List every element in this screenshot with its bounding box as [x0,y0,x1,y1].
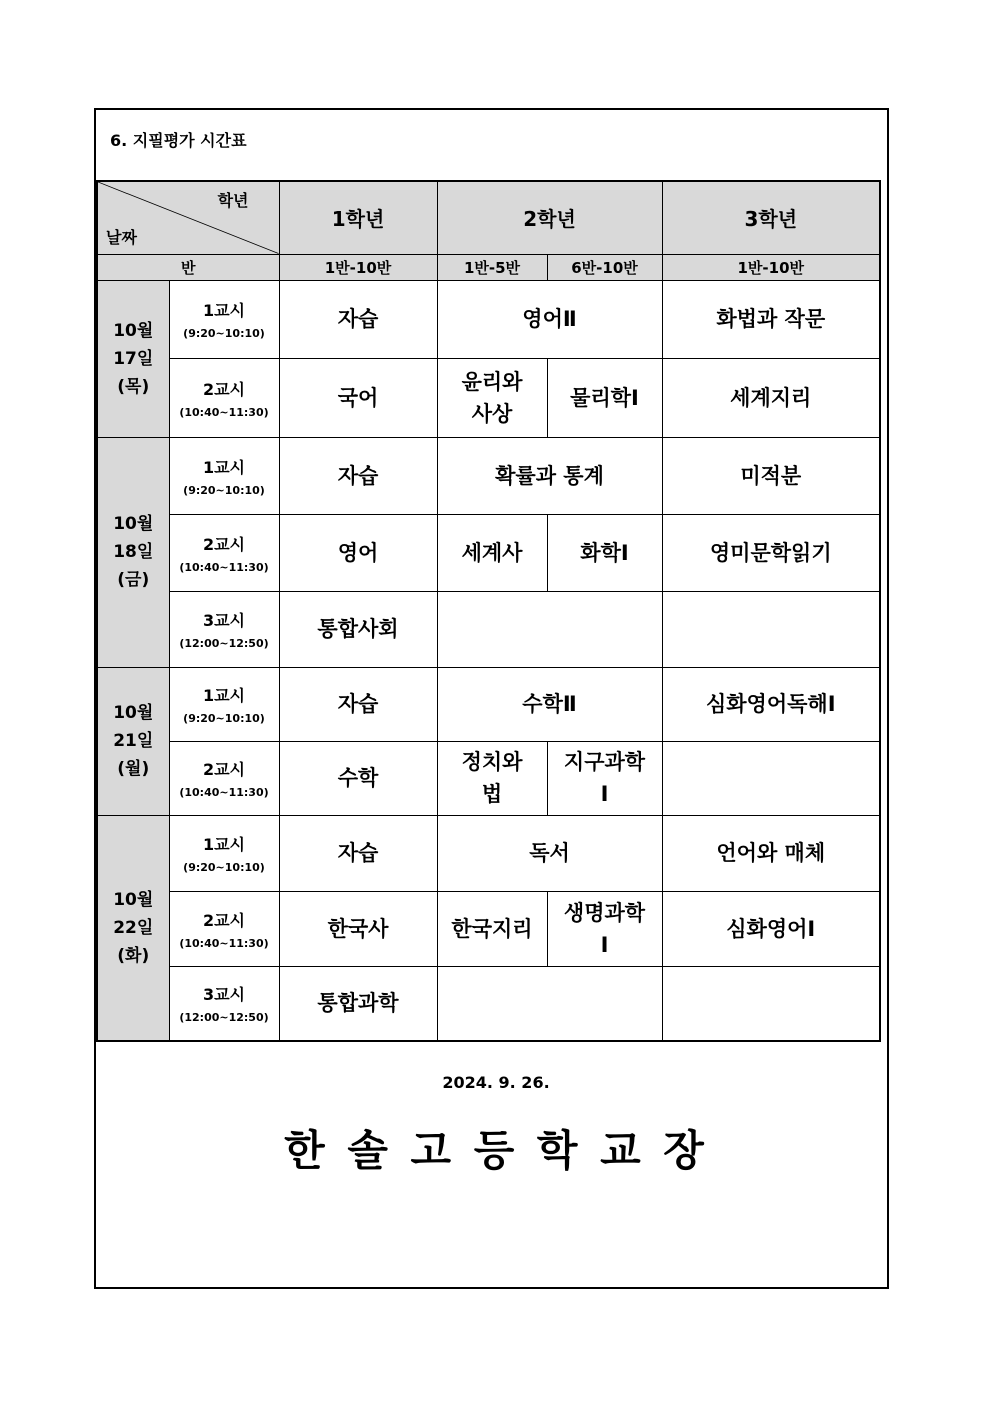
schedule-row [97,591,880,667]
corner-grade-label: 학년 [217,191,249,210]
schedule-row [97,358,880,437]
period-label: 2교시 [202,379,246,399]
period-label: 3교시 [202,611,246,630]
class-range-grade1: 1반-10반 [279,254,437,280]
period-label: 2교시 [202,760,246,779]
grade1-subject: 자습 [279,815,437,891]
schedule-row [97,437,880,514]
period-cell [169,966,279,1041]
principal-signature: 한 솔 고 등 학 교 장 [284,1126,708,1175]
class-label: 반 [97,254,279,280]
schedule-row [97,815,880,891]
grade2-subject [437,591,662,667]
period-label: 3교시 [202,985,246,1005]
grade2-subject-a: 세계사 [437,514,547,591]
class-range-grade2b: 6반-10반 [547,254,662,280]
header-corner [97,181,279,254]
grade-2-header: 2학년 [437,181,662,254]
grade2-subject: 수학Ⅱ [437,667,662,741]
schedule-row [97,966,880,1041]
period-time: (12:00~12:50) [179,1011,269,1025]
exam-date-cell: 10월 18일 (금) [97,437,169,667]
period-cell [169,741,279,815]
period-label: 1교시 [202,457,246,477]
schedule-row [97,667,880,741]
grade1-subject: 국어 [279,358,437,437]
period-cell [169,591,279,667]
period-label: 1교시 [202,686,246,705]
period-time: (9:20~10:10) [183,327,265,340]
grade2-subject-a: 정치와 법 [437,741,547,815]
grade3-subject: 심화영어Ⅰ [662,891,880,966]
grade2-subject-b: 생명과학 Ⅰ [547,891,662,966]
corner-date-label: 날짜 [106,227,137,247]
section-title: 6. 지필평가 시간표 [110,131,247,150]
grade-1-header: 1학년 [279,181,437,254]
schedule-row [97,280,880,358]
grade2-subject: 확률과 통계 [437,437,662,514]
period-label: 2교시 [202,910,246,930]
exam-schedule-table [96,180,881,1042]
period-time: (12:00~12:50) [179,637,269,650]
issue-date: 2024. 9. 26. [442,1073,550,1092]
class-range-grade2a: 1반-5반 [437,254,547,280]
schedule-row [97,514,880,591]
grade3-subject: 세계지리 [662,358,880,437]
period-cell [169,437,279,514]
period-time: (10:40~11:30) [179,936,269,950]
exam-date-cell: 10월 22일 (화) [97,815,169,1041]
schedule-row [97,891,880,966]
grade1-subject: 영어 [279,514,437,591]
period-time: (9:20~10:10) [183,861,265,874]
grade2-subject [437,966,662,1041]
period-time: (9:20~10:10) [183,712,265,725]
grade-3-header: 3학년 [662,181,880,254]
period-cell [169,891,279,966]
grade1-subject: 자습 [279,667,437,741]
grade2-subject-a: 한국지리 [437,891,547,966]
period-time: (10:40~11:30) [179,405,269,419]
period-cell [169,815,279,891]
grade3-subject: 미적분 [662,437,880,514]
grade1-subject: 한국사 [279,891,437,966]
period-time: (10:40~11:30) [179,560,269,574]
grade2-subject-b: 물리학Ⅰ [547,358,662,437]
grade3-subject: 심화영어독해Ⅰ [662,667,880,741]
grade1-subject: 통합과학 [279,966,437,1041]
grade1-subject: 자습 [279,280,437,358]
grade2-subject: 영어Ⅱ [437,280,662,358]
period-label: 1교시 [202,301,246,320]
period-cell [169,514,279,591]
grade3-subject [662,966,880,1041]
grade2-subject-a: 윤리와 사상 [437,358,547,437]
grade2-subject-b: 화학Ⅰ [547,514,662,591]
grade3-subject [662,741,880,815]
period-time: (10:40~11:30) [179,786,269,799]
grade1-subject: 통합사회 [279,591,437,667]
grade3-subject [662,591,880,667]
period-label: 1교시 [202,835,246,854]
grade3-subject: 화법과 작문 [662,280,880,358]
grade3-subject: 영미문학읽기 [662,514,880,591]
schedule-row [97,741,880,815]
period-cell [169,667,279,741]
period-time: (9:20~10:10) [183,483,265,497]
grade3-subject: 언어와 매체 [662,815,880,891]
exam-date-cell: 10월 21일 (월) [97,667,169,815]
period-cell [169,358,279,437]
grade1-subject: 자습 [279,437,437,514]
period-cell [169,280,279,358]
grade2-subject: 독서 [437,815,662,891]
period-label: 2교시 [202,534,246,554]
exam-date-cell: 10월 17일 (목) [97,280,169,437]
grade1-subject: 수학 [279,741,437,815]
class-range-grade3: 1반-10반 [662,254,880,280]
grade2-subject-b: 지구과학 Ⅰ [547,741,662,815]
